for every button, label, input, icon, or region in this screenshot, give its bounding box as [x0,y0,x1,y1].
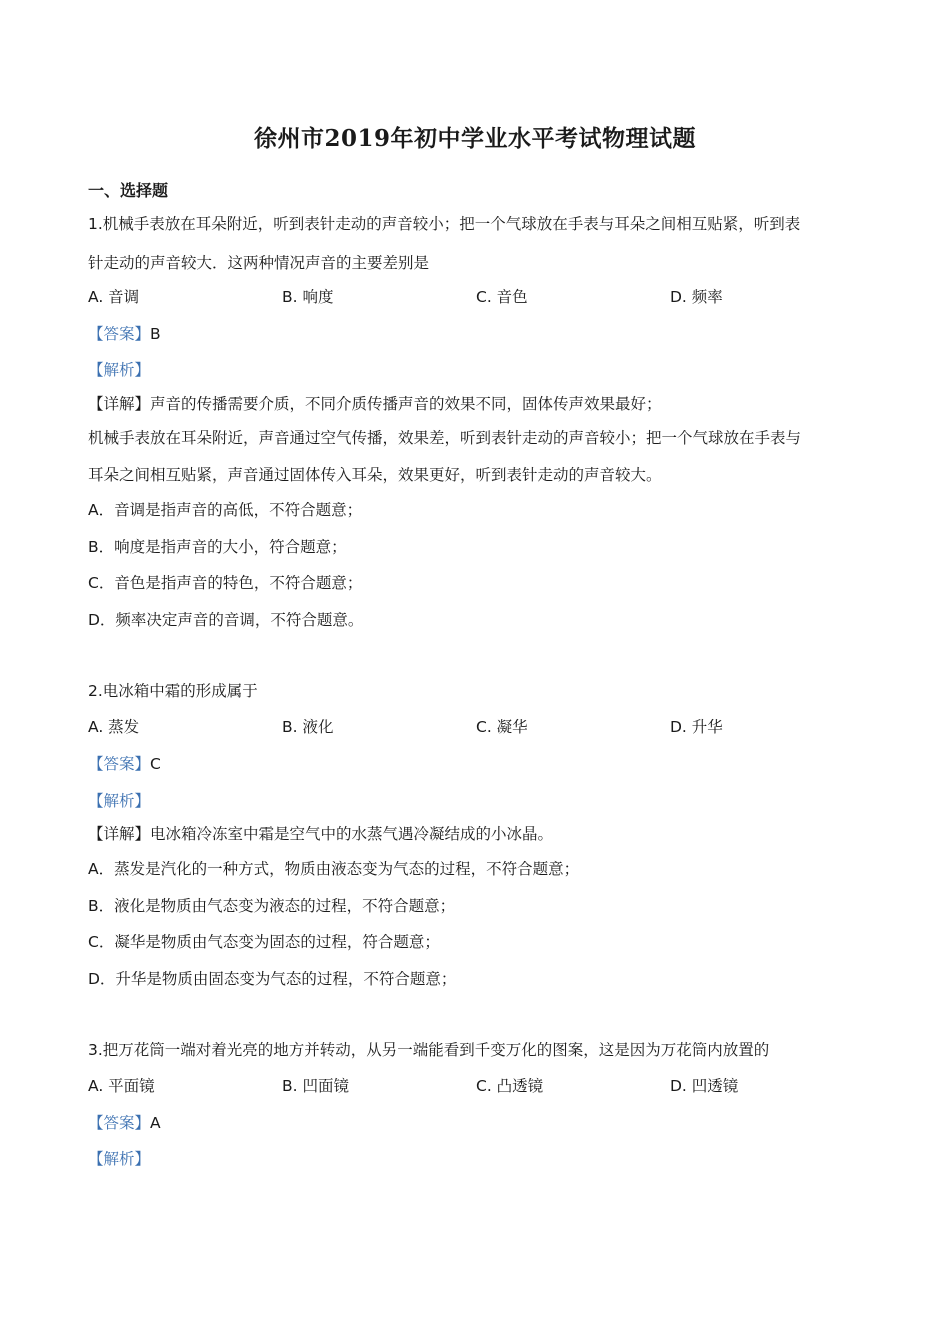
q2-option-d: D. 升华 [670,718,723,736]
q3-option-d: D. 凹透镜 [670,1077,739,1095]
q1-explanation-b: B．响度是指声音的大小，符合题意； [88,538,347,556]
q2-explanation-b: B．液化是物质由气态变为液态的过程，不符合题意； [88,897,456,915]
q2-answer [88,753,161,775]
q2-option-b: B. 液化 [282,718,334,736]
answer-tag: 【答案】 [88,1114,151,1132]
q1-stem-line1: 1.机械手表放在耳朵附近，听到表针走动的声音较小；把一个气球放在手表与耳朵之间相互贴紧，听到表 [88,215,801,233]
detail-text: 声音的传播需要介质，不同介质传播声音的效果不同，固体传声效果最好； [150,395,662,413]
q1-detail-line2: 机械手表放在耳朵附近，声音通过空气传播，效果差，听到表针走动的声音较小；把一个气球放在手表与 [88,429,802,447]
q1-option-c: C. 音色 [476,288,528,306]
q2-explanation-a: A．蒸发是汽化的一种方式，物质由液态变为气态的过程，不符合题意； [88,860,580,878]
q3-answer [88,1112,161,1134]
q2-stem: 2.电冰箱中霜的形成属于 [88,682,258,700]
answer-tag: 【答案】 [88,325,151,343]
q1-analysis [88,359,150,381]
analysis-tag: 【解析】 [88,792,151,810]
answer-value: A [150,1114,161,1132]
q2-option-c: C. 凝华 [476,718,528,736]
q1-stem-line2: 针走动的声音较大．这两种情况声音的主要差别是 [88,254,430,272]
q2-detail-line1 [88,823,553,845]
answer-value: B [150,325,161,343]
analysis-tag: 【解析】 [88,1150,151,1168]
q1-detail-line1 [88,393,662,415]
q1-explanation-c: C．音色是指声音的特色，不符合题意； [88,574,363,592]
detail-tag: 【详解】 [88,395,151,413]
q3-stem: 3.把万花筒一端对着光亮的地方并转动，从另一端能看到千变万化的图案，这是因为万花筒内放置的 [88,1041,770,1059]
q1-explanation-d: D．频率决定声音的音调，不符合题意。 [88,611,364,629]
q1-option-b: B. 响度 [282,288,334,306]
q3-option-c: C. 凸透镜 [476,1077,544,1095]
q1-answer [88,323,161,345]
page-title: 徐州市2019年初中学业水平考试物理试题 [253,125,696,152]
q2-explanation-d: D．升华是物质由固态变为气态的过程，不符合题意； [88,970,457,988]
answer-tag: 【答案】 [88,755,151,773]
answer-value: C [150,755,161,773]
section-heading: 一、选择题 [88,181,169,200]
detail-tag: 【详解】 [88,825,151,843]
q1-explanation-a: A．音调是指声音的高低，不符合题意； [88,501,363,519]
q3-option-a: A. 平面镜 [88,1077,155,1095]
q1-option-d: D. 频率 [670,288,723,306]
q2-explanation-c: C．凝华是物质由气态变为固态的过程，符合题意； [88,933,440,951]
q3-option-b: B. 凹面镜 [282,1077,349,1095]
q1-option-a: A. 音调 [88,288,140,306]
analysis-tag: 【解析】 [88,361,151,379]
q2-analysis [88,790,150,812]
q2-option-a: A. 蒸发 [88,718,140,736]
q3-analysis [88,1148,150,1170]
detail-text: 电冰箱冷冻室中霜是空气中的水蒸气遇冷凝结成的小冰晶。 [150,825,554,843]
q1-detail-line3: 耳朵之间相互贴紧，声音通过固体传入耳朵，效果更好，听到表针走动的声音较大。 [88,466,662,484]
